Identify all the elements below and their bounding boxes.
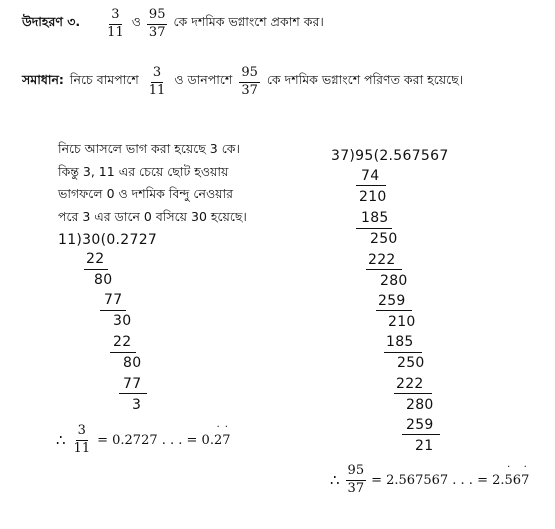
division-step: 259	[406, 417, 434, 433]
division-step: 21	[415, 438, 434, 454]
division-step: 30	[113, 313, 132, 329]
solution-text-before: নিচে বামপাশে	[69, 72, 139, 87]
division-step: 185	[386, 334, 414, 350]
division-step: 250	[397, 355, 425, 371]
right-result-denominator: 37	[347, 480, 365, 496]
right-result-numerator: 95	[346, 464, 367, 481]
division-step: 222	[368, 252, 396, 268]
example-label: উদাহরণ ৩.	[22, 14, 81, 29]
solution-fraction-2-denominator: 37	[241, 82, 258, 98]
division-step: 280	[406, 397, 434, 413]
left-division-header: 11)30(0.2727	[58, 232, 158, 248]
middle-digit: 6	[512, 472, 522, 488]
subtraction-line	[402, 434, 440, 435]
right-result-expression: = 2.567567 . . . = 2.	[371, 472, 505, 488]
example-fraction-1	[105, 8, 126, 41]
solution-fraction-1-denominator: 11	[148, 82, 166, 98]
division-step: 280	[380, 273, 408, 289]
division-step: 80	[94, 272, 113, 288]
division-step: 185	[361, 210, 389, 226]
subtraction-line	[366, 269, 402, 270]
repeating-digit: 7 ˙	[222, 433, 230, 448]
example-and-word: ও	[131, 14, 141, 29]
solution-fraction-2-numerator: 95	[239, 66, 260, 83]
left-result-expression: = 0.2727 . . . = 0.	[97, 432, 214, 448]
subtraction-line	[394, 393, 432, 394]
note-line: ভাগফলে 0 ও দশমিক বিন্দু নেওয়ার	[58, 186, 234, 201]
example-fraction-2	[147, 8, 168, 41]
right-result	[330, 460, 529, 500]
subtraction-line	[100, 310, 126, 311]
subtraction-line	[356, 228, 392, 229]
solution-line	[22, 62, 463, 102]
left-result	[56, 420, 231, 460]
subtraction-line	[376, 310, 412, 311]
division-step: 22	[86, 251, 105, 267]
division-step: 259	[378, 293, 406, 309]
example-fraction-1-denominator: 11	[107, 24, 124, 40]
subtraction-line	[384, 352, 422, 353]
repeating-digit: 5 ˙	[505, 473, 513, 488]
division-step: 210	[359, 189, 387, 205]
left-result-numerator: 3	[76, 424, 88, 441]
left-result-denominator: 11	[73, 440, 91, 456]
solution-fraction-1	[147, 66, 168, 99]
division-step: 80	[123, 355, 142, 371]
therefore-symbol: ∴	[56, 431, 66, 449]
example-fraction-2-denominator: 37	[148, 24, 166, 40]
solution-label: সমাধান:	[22, 72, 64, 87]
solution-and-text: ও ডানপাশে	[174, 72, 233, 87]
right-division-header: 37)95(2.567567	[331, 148, 449, 164]
left-result-fraction	[72, 424, 93, 457]
division-step: 3	[132, 397, 142, 413]
division-step: 74	[361, 168, 380, 184]
repeating-digit: 7 ˙	[521, 473, 529, 488]
example-fraction-2-numerator: 95	[147, 8, 168, 25]
note-line: নিচে আসলে ভাগ করা হয়েছে 3 কে।	[58, 141, 240, 156]
division-step: 22	[113, 334, 132, 350]
right-result-fraction	[346, 464, 367, 497]
subtraction-line	[356, 185, 386, 186]
note-line: পরে 3 এর ডানে 0 বসিয়ে 30 হয়েছে।	[58, 208, 247, 224]
example-instruction: কে দশমিক ভগ্নাংশে প্রকাশ কর।	[173, 14, 324, 29]
subtraction-line	[84, 269, 108, 270]
division-step: 222	[396, 376, 424, 392]
division-step: 210	[388, 314, 416, 330]
subtraction-line	[110, 352, 136, 353]
example-line	[22, 4, 324, 44]
solution-fraction-1-numerator: 3	[151, 66, 163, 83]
repeating-digit: 2 ˙	[214, 433, 222, 448]
note-paragraph	[58, 138, 247, 228]
note-line: কিন্তু 3, 11 এর চেয়ে ছোট হওয়ায়	[58, 163, 229, 179]
division-step: 250	[370, 231, 398, 247]
division-step: 77	[104, 292, 123, 308]
example-fraction-1-numerator: 3	[109, 8, 121, 25]
division-step: 77	[123, 376, 142, 392]
solution-text-after: কে দশমিক ভগ্নাংশে পরিণত করা হয়েছে।	[266, 72, 464, 87]
solution-fraction-2	[239, 66, 260, 99]
subtraction-line	[119, 393, 147, 394]
therefore-symbol: ∴	[330, 471, 340, 489]
